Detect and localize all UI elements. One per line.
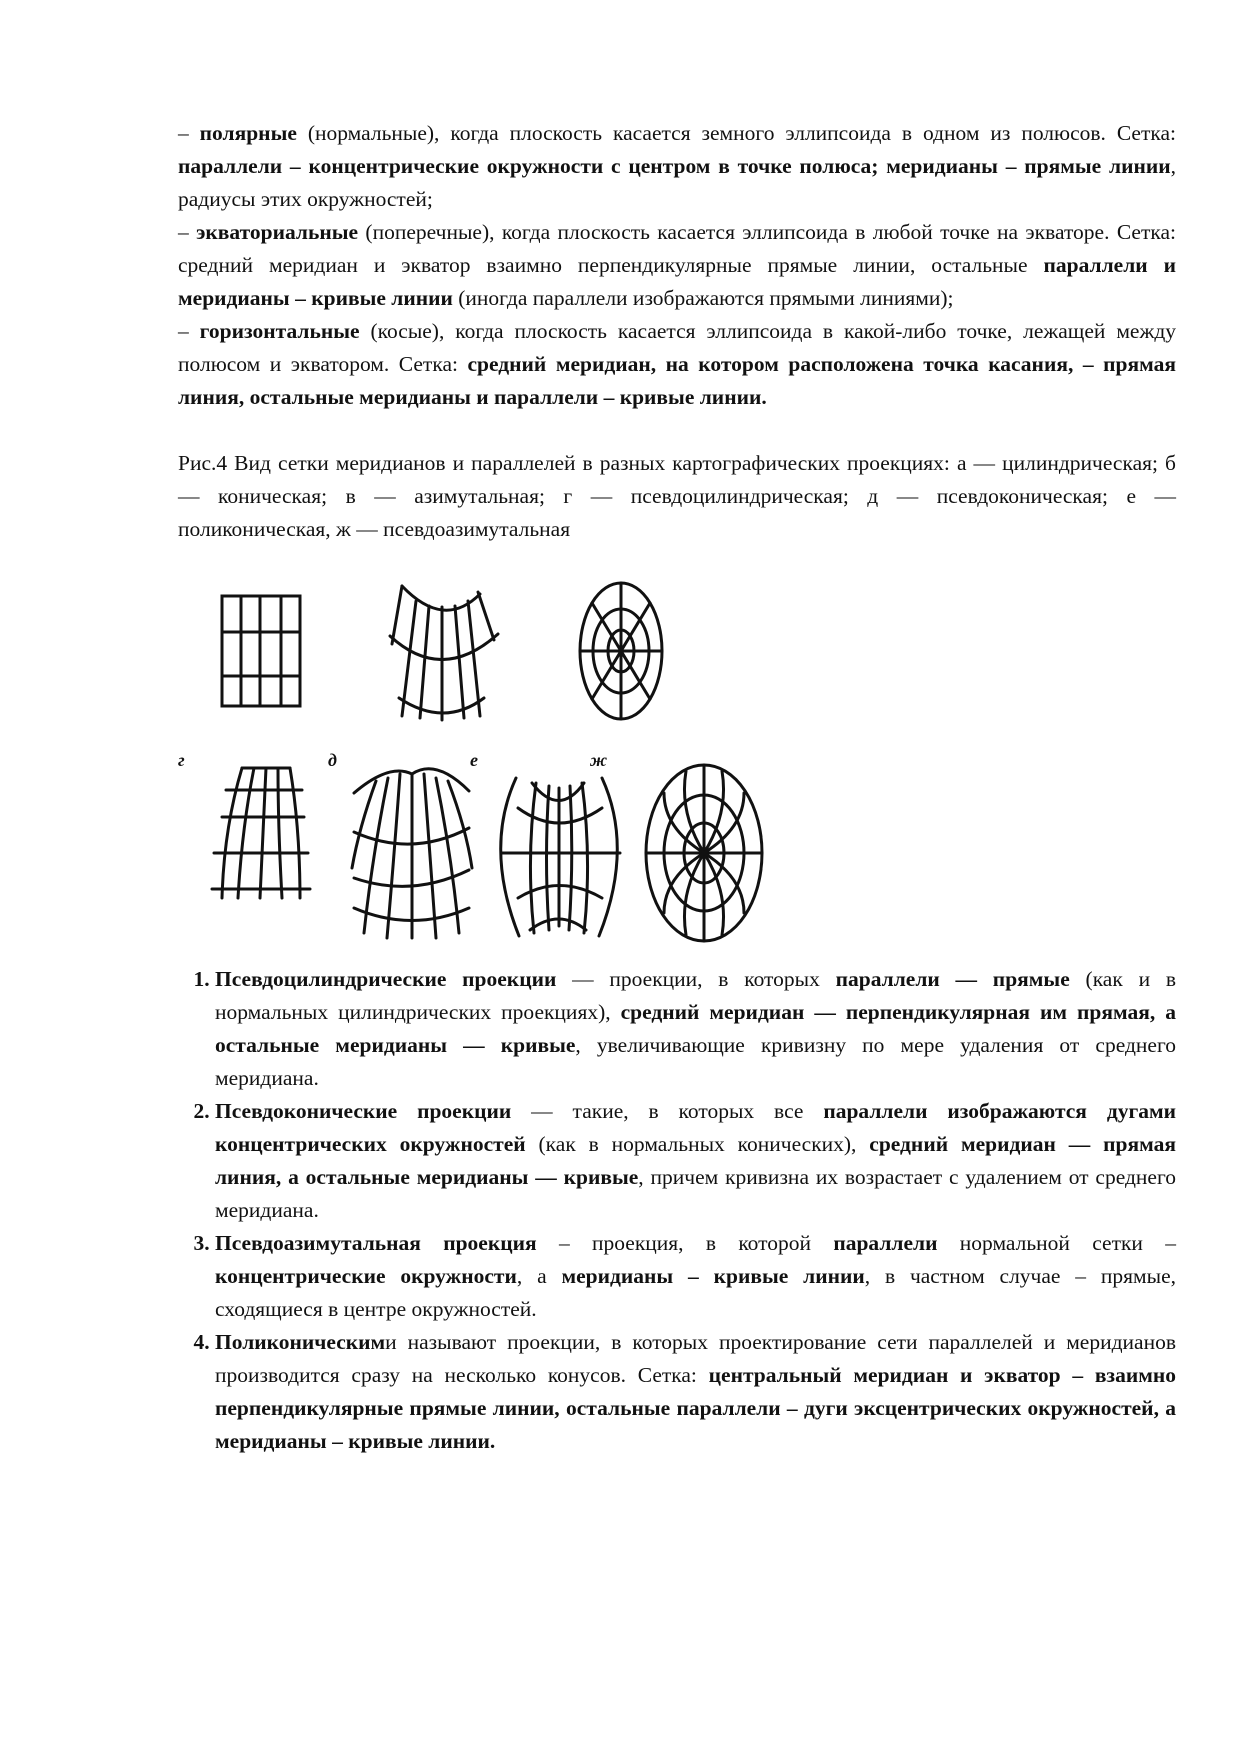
panel-label-g: г bbox=[178, 750, 185, 770]
text: нормальной сетки – bbox=[937, 1231, 1176, 1255]
projection-type-item bbox=[178, 315, 1176, 414]
projection-type-item bbox=[178, 117, 1176, 216]
text: (нормальные), когда плоскость касается земного эллипсоида в одном из полюсов. Сетка: bbox=[296, 121, 1176, 145]
bold-text: меридианы – кривые линии bbox=[561, 1264, 865, 1288]
bold-text: Псевдоцилиндрические проекции bbox=[215, 967, 557, 991]
text: — проекции, в которых bbox=[556, 967, 836, 991]
panel-pseudoazimuthal bbox=[646, 765, 762, 941]
bold-text: полярные bbox=[199, 121, 297, 145]
bold-text: Псевдоазимутальная проекция bbox=[215, 1231, 537, 1255]
text: — такие, в которых все bbox=[511, 1099, 824, 1123]
bold-text: средний меридиан, на котором расположена точка касания, – прямая линия, остальные меридианы и параллели – кривые линии. bbox=[178, 352, 1176, 409]
text: – проекция, в которой bbox=[536, 1231, 834, 1255]
text: (иногда параллели изображаются прямыми линиями); bbox=[452, 286, 954, 310]
bold-text: центральный меридиан и экватор – взаимно перпендикулярные прямые линии, остальные параллели – дуги эксцентрических окружностей, а меридианы – кривые линии. bbox=[215, 1363, 1176, 1453]
panel-pseudocylindrical bbox=[212, 768, 310, 898]
bold-text: параллели — прямые bbox=[835, 967, 1070, 991]
text: , увеличивающие кривизну по мере удаления от среднего меридиана. bbox=[215, 1033, 1176, 1090]
definition-item bbox=[215, 1326, 1176, 1458]
projection-types-list bbox=[178, 117, 1176, 414]
definition-item bbox=[215, 963, 1176, 1095]
bold-text: параллели bbox=[833, 1231, 938, 1255]
bold-text: средний меридиан — перпендикулярная им прямая, а остальные меридианы — кривые bbox=[215, 1000, 1176, 1057]
text: – bbox=[178, 319, 200, 343]
figure-projection-grids bbox=[174, 568, 774, 943]
bold-text: горизонтальные bbox=[199, 319, 360, 343]
text: (поперечные), когда плоскость касается эллипсоида в любой точке на экваторе. Сетка: средний меридиан и экватор взаимно перпендикулярные прямые линии, остальные bbox=[178, 220, 1176, 277]
text: , в частном случае – прямые, сходящиеся в центре окружностей. bbox=[215, 1264, 1176, 1321]
figure-caption: Рис.4 Вид сетки меридианов и параллелей в разных картографических проекциях: а — цилиндрическая; б — коническая; в — азимутальная; г — псевдоцилиндрическая; д — псевдоконическая; е — поликоническая, ж — псевдоазимутальная bbox=[178, 451, 1176, 541]
bold-text: Псевдоконические проекции bbox=[215, 1099, 512, 1123]
bold-text: экваториальные bbox=[196, 220, 359, 244]
bold-text: параллели – концентрические окружности с центром в точке полюса; меридианы – прямые линии bbox=[178, 154, 1171, 178]
panel-label-zh: ж bbox=[590, 750, 608, 770]
panel-label-d: д bbox=[328, 750, 337, 770]
text: , причем кривизна их возрастает с удалением от среднего меридиана. bbox=[215, 1165, 1176, 1222]
text: – bbox=[178, 121, 200, 145]
panel-pseudoconic bbox=[352, 769, 472, 938]
bold-text: параллели и меридианы – кривые линии bbox=[178, 253, 1177, 310]
text: , радиусы этих окружностей; bbox=[178, 154, 1176, 211]
definitions-list bbox=[178, 963, 1176, 1458]
projection-type-item bbox=[178, 216, 1176, 315]
bold-text: концентрические окружности bbox=[215, 1264, 517, 1288]
text: (косые), когда плоскость касается эллипсоида в какой-либо точке, лежащей между полюсом и экватором. Сетка: bbox=[178, 319, 1177, 376]
text: , а bbox=[516, 1264, 562, 1288]
text: – bbox=[178, 220, 197, 244]
definition-item bbox=[215, 1095, 1176, 1227]
definition-item bbox=[215, 1227, 1176, 1326]
text: и называют проекции, в которых проектирование сети параллелей и меридианов производится сразу на несколько конусов. Сетка: bbox=[215, 1330, 1176, 1387]
document-page bbox=[178, 117, 1176, 1458]
panel-label-e: е bbox=[470, 750, 478, 770]
bold-text: параллели изображаются дугами концентрических окружностей bbox=[215, 1099, 1176, 1156]
text: (как и в нормальных цилиндрических проекциях), bbox=[215, 967, 1176, 1024]
panel-cylindrical bbox=[222, 596, 300, 706]
text: (как в нормальных конических), bbox=[525, 1132, 870, 1156]
panel-azimuthal bbox=[580, 583, 662, 719]
panel-polyconic bbox=[501, 778, 620, 936]
bold-text: средний меридиан — прямая линия, а остальные меридианы — кривые bbox=[215, 1132, 1176, 1189]
spacer bbox=[178, 414, 1176, 447]
bold-text: Поликоническим bbox=[215, 1330, 386, 1354]
panel-conic bbox=[390, 586, 498, 720]
